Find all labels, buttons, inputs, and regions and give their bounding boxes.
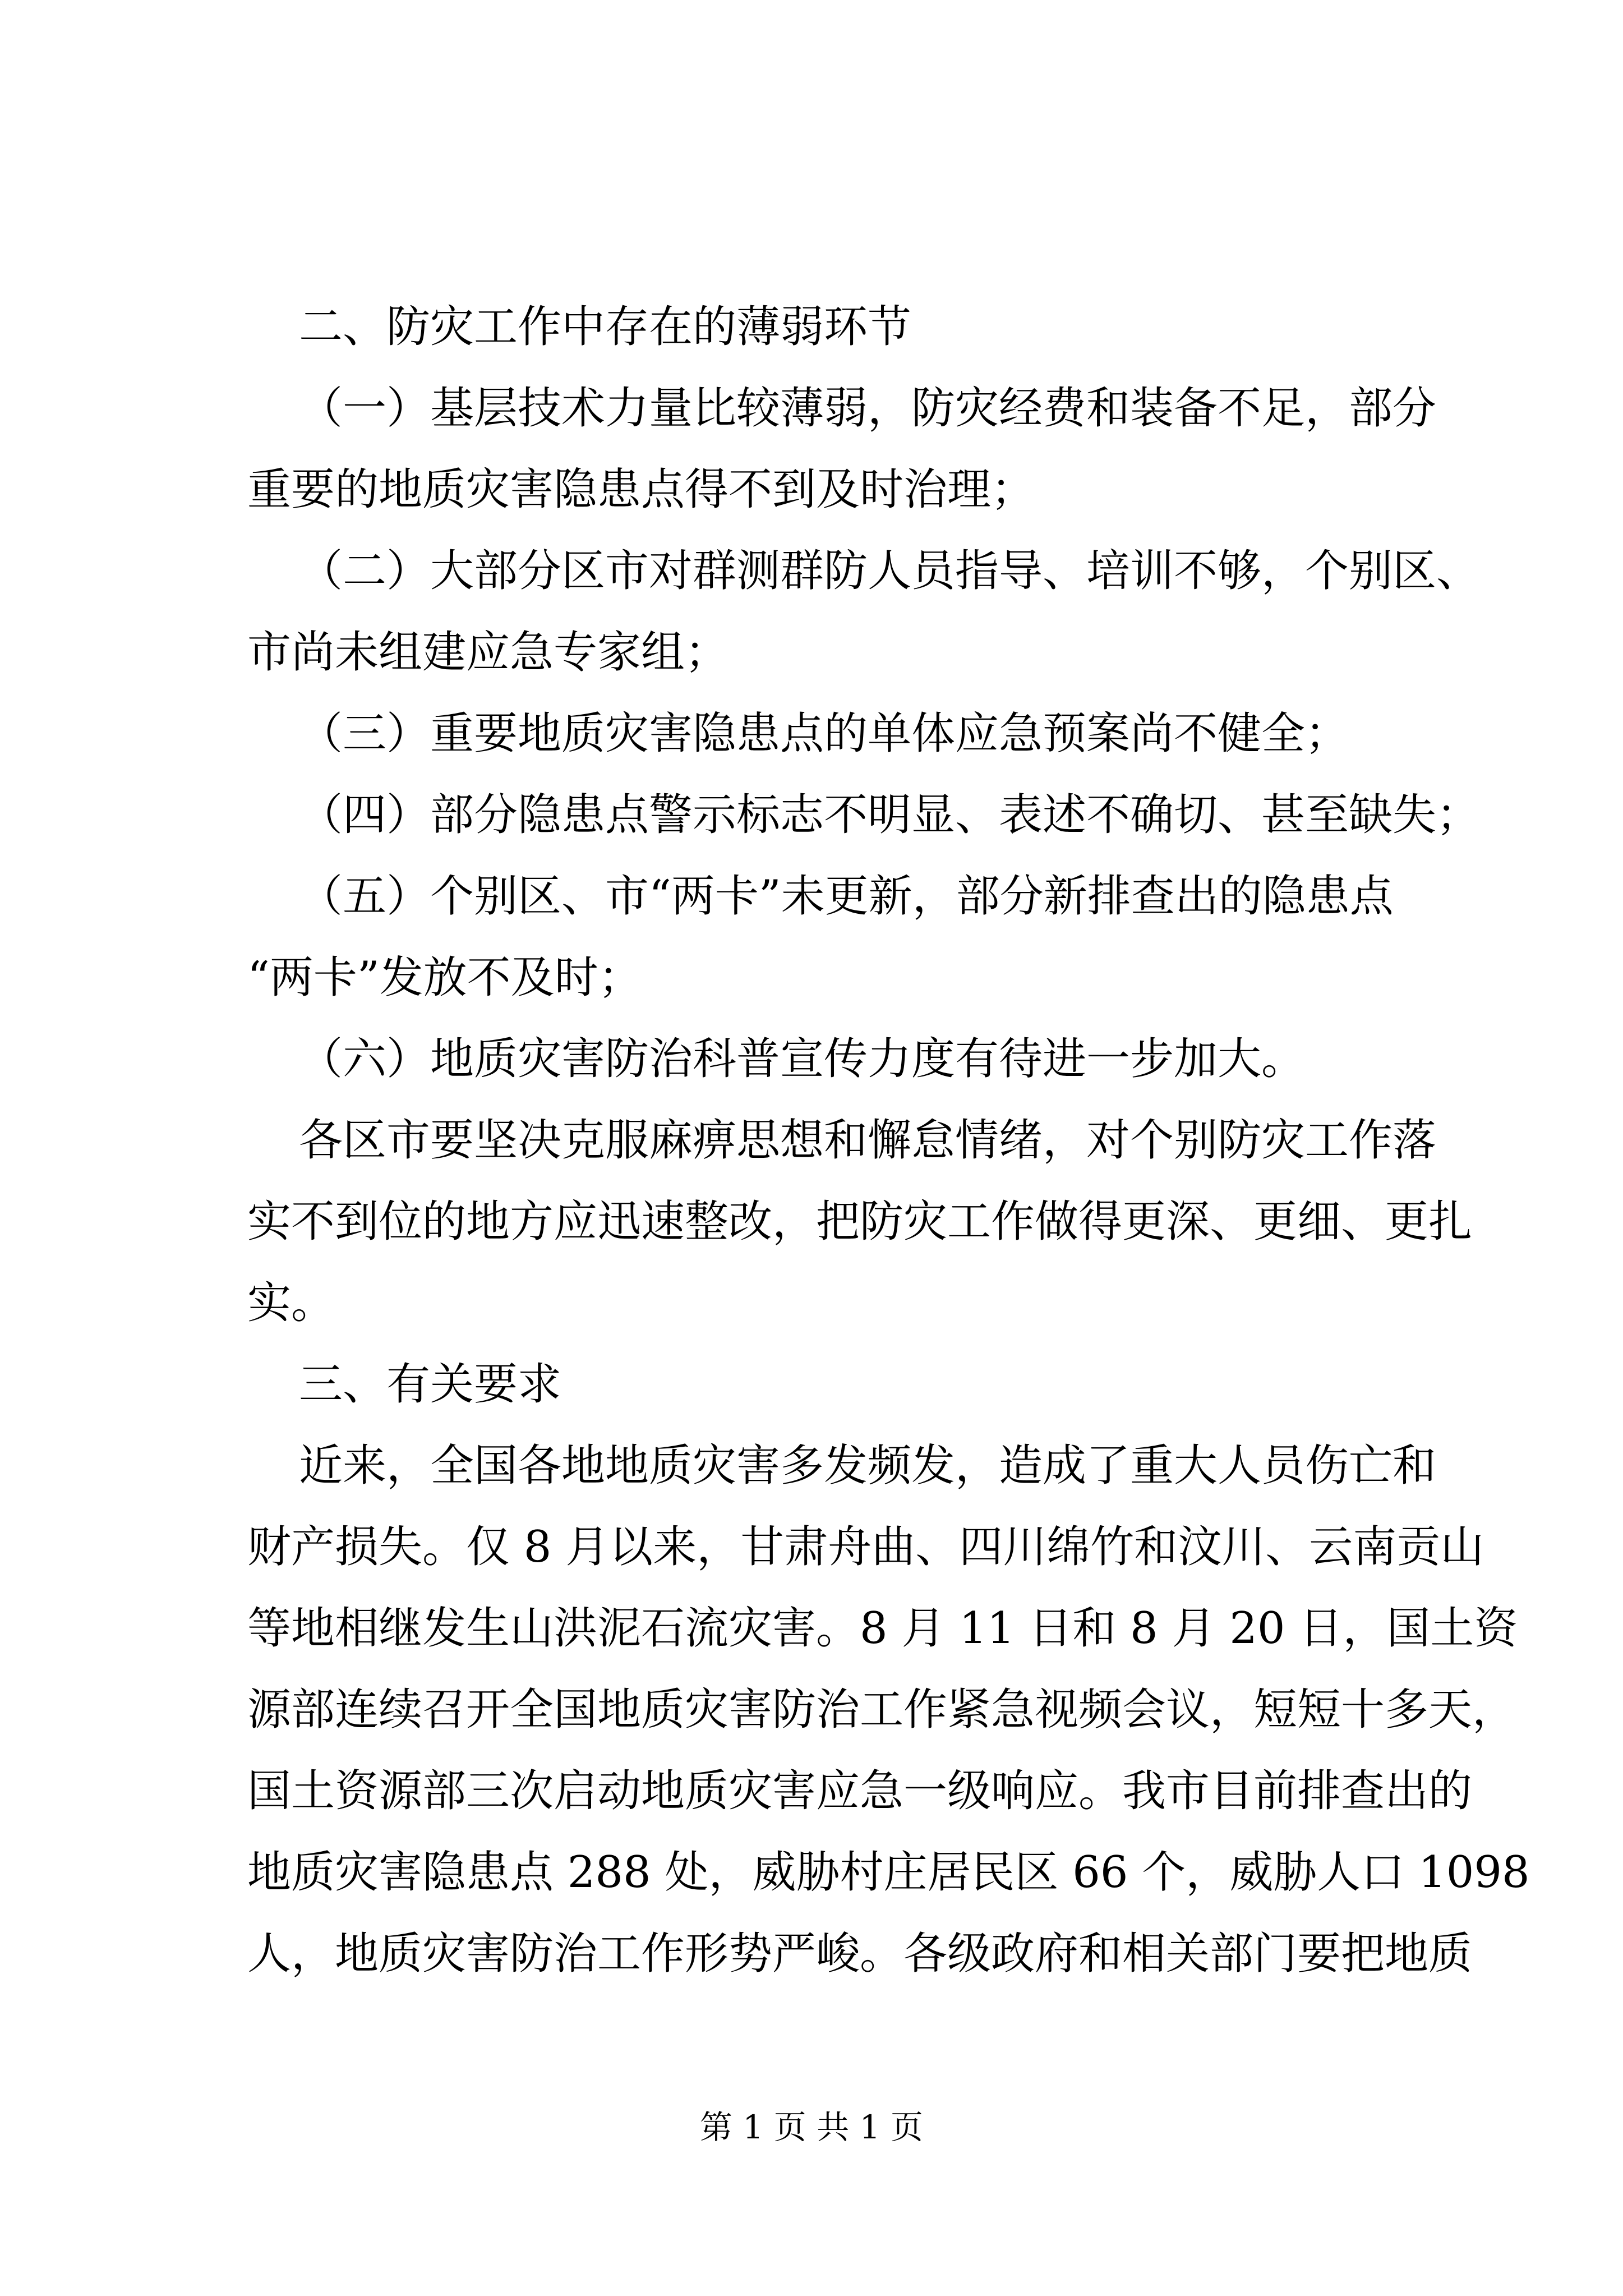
section-heading-requirements: 三、有关要求 [299,1359,562,1410]
paragraph-line: “两卡”发放不及时； [247,953,642,1003]
paragraph-line: 市尚未组建应急专家组； [247,627,729,678]
paragraph-line: 实不到位的地方应迅速整改，把防灾工作做得更深、更细、更扎 [247,1197,1473,1247]
paragraph-line: 等地相继发生山洪泥石流灾害。8 月 11 日和 8 月 20 日，国土资 [247,1603,1518,1654]
paragraph-line: （三）重要地质灾害隐患点的单体应急预案尚不健全； [299,708,1349,759]
paragraph-line: （二）大部分区市对群测群防人员指导、培训不够，个别区、 [299,546,1481,596]
paragraph-line: （六）地质灾害防治科普宣传力度有待进一步加大。 [299,1034,1306,1084]
paragraph-line: 人，地质灾害防治工作形势严峻。各级政府和相关部门要把地质 [247,1929,1473,1979]
section-heading-weak-links: 二、防灾工作中存在的薄弱环节 [299,302,912,352]
paragraph-line: （一）基层技术力量比较薄弱，防灾经费和装备不足，部分 [299,383,1437,434]
paragraph-line: 国土资源部三次启动地质灾害应急一级响应。我市目前排查出的 [247,1766,1473,1816]
paragraph-line: 实。 [247,1278,335,1328]
paragraph-line: （四）部分隐患点警示标志不明显、表述不确切、甚至缺失； [299,790,1481,840]
paragraph-line: 各区市要坚决克服麻痹思想和懈怠情绪，对个别防灾工作落 [299,1115,1437,1166]
paragraph-line: 重要的地质灾害隐患点得不到及时治理； [247,464,1035,515]
page-number-footer: 第 1 页 共 1 页 [700,2108,923,2146]
paragraph-line: （五）个别区、市“两卡”未更新，部分新排查出的隐患点 [299,871,1394,922]
paragraph-line: 地质灾害隐患点 288 处，威胁村庄居民区 66 个，威胁人口 1098 [247,1847,1530,1898]
paragraph-line: 财产损失。仅 8 月以来，甘肃舟曲、四川绵竹和汶川、云南贡山 [247,1522,1484,1572]
paragraph-line: 近来，全国各地地质灾害多发频发，造成了重大人员伤亡和 [299,1441,1437,1491]
paragraph-line: 源部连续召开全国地质灾害防治工作紧急视频会议，短短十多天， [247,1685,1516,1735]
